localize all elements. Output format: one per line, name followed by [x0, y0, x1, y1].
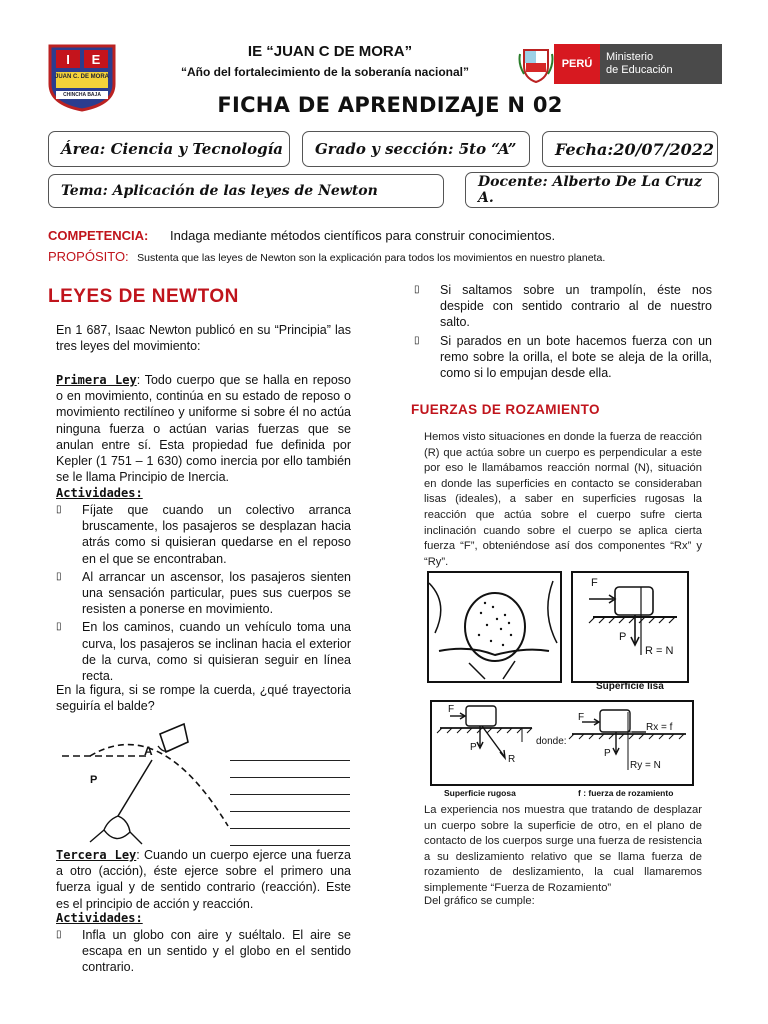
ministry-line-2: de Educación — [606, 64, 673, 76]
bullet-icon: ▯ — [414, 334, 420, 346]
fig-label-f: F — [591, 577, 598, 589]
actividades-list-1 — [56, 502, 351, 684]
tercera-ley-text: : Cuando un cuerpo ejerce una fuerza a otro (acción), éste ejerce sobre el primero una fuerza igual y de sentido contrario (reacción). Este es el principio de acción y reacción. — [56, 848, 351, 911]
bullet-icon: ▯ — [56, 929, 62, 940]
fecha-box — [542, 131, 718, 167]
grado-text: Grado y sección: 5to “A” — [315, 140, 517, 158]
competencia-text: Indaga mediante métodos científicos para construir conocimientos. — [170, 228, 556, 243]
bullet-icon: ▯ — [56, 504, 62, 515]
fig2-label-f-right: F — [578, 712, 585, 723]
fig2-label-rxf: Rx = f — [646, 722, 673, 733]
rough-surface-caption: Superficie rugosa — [444, 788, 516, 798]
school-logo — [46, 44, 118, 112]
list-item: ▯ En los caminos, cuando un vehículo toma una curva, los pasajeros se inclinan hacia el exterior de la curva, como si quisieran seguir en línea recta. — [56, 620, 351, 684]
proposito-row — [48, 248, 738, 266]
smooth-surface-diagram — [571, 571, 689, 683]
page-title: FICHA DE APRENDIZAJE N 02 — [217, 93, 563, 117]
primera-ley-label: Primera Ley — [56, 373, 137, 387]
figure-label-a: A — [144, 744, 153, 758]
list-item: ▯ Fíjate que cuando un colectivo arranca bruscamente, los pasajeros se desplazan hacia atrás como si quisieran quedarse en el reposo en el que se encontraban. — [56, 503, 351, 566]
bullet-icon: ▯ — [56, 570, 62, 582]
friction-caption: f : fuerza de rozamiento — [578, 788, 674, 798]
primera-ley-paragraph — [56, 372, 351, 485]
answer-line[interactable] — [230, 829, 350, 846]
ministry-badge — [600, 44, 722, 84]
primera-ley-text: : Todo cuerpo que se halla en reposo o en movimiento, continúa en su estado de reposo o movimiento rectilíneo y uniforme si sobre él no actúa ninguna fuerza o actúan varias fuerzas que se anulan entre sí. Esta propiedad fue definida por Kepler (1 751 – 1 630) como inercia por ello también se le llama Principio de Inercia. — [56, 373, 351, 485]
answer-line[interactable] — [230, 795, 350, 812]
fig2-label-f: F — [448, 704, 455, 715]
logo-place: CHINCHA BAJA — [63, 92, 101, 98]
logo-letter-e: E — [91, 52, 101, 67]
bullet-icon: ▯ — [56, 621, 62, 633]
fig-label-p: P — [619, 631, 627, 643]
figure-label-p: P — [90, 774, 98, 786]
year-motto: “Año del fortalecimiento de la soberanía nacional” — [180, 65, 470, 79]
rozamiento-heading: FUERZAS DE ROZAMIENTO — [411, 402, 600, 417]
actividades-heading-1: Actividades: — [56, 486, 143, 500]
right-bullet-list — [414, 282, 712, 381]
peru-badge: PERÚ — [554, 44, 600, 84]
bucket-figure — [60, 720, 230, 846]
list-item: ▯ Si saltamos sobre un trampolín, éste nos despide con sentido contrario al de nuestro salto. — [414, 283, 712, 330]
peru-shield-icon — [518, 44, 554, 84]
grado-box — [302, 131, 530, 167]
fig2-label-donde: donde: — [536, 736, 567, 747]
answer-line[interactable] — [230, 812, 350, 829]
school-name: IE “JUAN C DE MORA” — [247, 43, 413, 60]
ministry-logo — [518, 44, 722, 84]
area-box — [48, 131, 290, 167]
smooth-surface-caption: Superficie lisa — [596, 681, 664, 692]
rough-surface-diagram — [430, 700, 694, 786]
rough-surface-photo — [427, 571, 562, 683]
logo-letter-i: I — [66, 52, 70, 67]
tercera-ley-label: Tercera Ley — [56, 848, 137, 862]
proposito-text: Sustenta que las leyes de Newton son la explicación para todos los movimientos en nuestro planeta. — [137, 252, 606, 264]
fig2-label-p-right: P — [604, 748, 611, 759]
docente-text: Docente: Alberto De La Cruz A. — [478, 174, 702, 206]
competencia-row — [48, 228, 728, 243]
area-text: Área: Ciencia y Tecnología — [61, 140, 283, 158]
answer-line[interactable] — [230, 778, 350, 795]
answer-lines[interactable] — [230, 744, 350, 846]
fecha-text: Fecha:20/07/2022 — [555, 139, 715, 159]
logo-school-name: JUAN C. DE MORA — [54, 74, 109, 80]
ministry-line-1: Ministerio — [606, 51, 654, 63]
tema-text: Tema: Aplicación de las leyes de Newton — [61, 183, 378, 199]
list-item: ▯ Si parados en un bote hacemos fuerza con un remo sobre la orilla, el bote se aleja de la orilla, como si lo empujan desde ella. — [414, 333, 712, 381]
proposito-label: PROPÓSITO: — [48, 249, 129, 264]
answer-line[interactable] — [230, 744, 350, 761]
rozamiento-paragraph-2: La experiencia nos muestra que tratando de desplazar un cuerpo sobre la superficie de otro, en el plano de contacto de los cuerpos surge una fuerza de resistencia a su deslizamiento relativo que se llama fuerza de rozamiento de deslizamiento, la cual llamaremos simplemente “Fuerza de Rozamiento” — [424, 804, 702, 894]
tema-box — [48, 174, 444, 208]
rozamiento-paragraph-3: Del gráfico se cumple: — [424, 895, 535, 907]
competencia-label: COMPETENCIA: — [48, 228, 149, 243]
answer-line[interactable] — [230, 761, 350, 778]
fig2-label-r: R — [508, 754, 516, 765]
leyes-heading: LEYES DE NEWTON — [48, 286, 239, 307]
list-item: ▯ Al arrancar un ascensor, los pasajeros sienten una sensación particular, pues sus cuerpos se resisten a ponerse en movimiento. — [56, 569, 351, 617]
rozamiento-paragraph-1: Hemos visto situaciones en donde la fuerza de reacción (R) que actúa sobre un cuerpo es perpendicular a este por eso le llamábamos reacción normal (N), situación en donde las superficies en contacto se consideraban lisas (ideales), a saber en superficies rugosas la reacción que actúa sobre el cuerpo sufre cierta inclinación cuando sobre el cuerpo se aplica cierta fuerza “F”, obteniéndose así dos componentes “Rx” y “Ry”. — [424, 431, 702, 568]
docente-box — [465, 172, 719, 208]
list-item: ▯ Infla un globo con aire y suéltalo. El aire se escapa en un sentido y el globo en el sentido contrario. — [56, 928, 351, 975]
intro-paragraph: En 1 687, Isaac Newton publicó en su “Principia” las tres leyes del movimiento: — [56, 323, 351, 354]
question-paragraph: En la figura, si se rompe la cuerda, ¿qué trayectoria seguiría el balde? — [56, 683, 351, 714]
fig2-label-p: P — [470, 742, 477, 753]
fig-label-rn: R = N — [645, 645, 674, 657]
bullet-icon: ▯ — [414, 284, 420, 295]
fig2-label-ryn: Ry = N — [630, 760, 661, 771]
tercera-ley-paragraph — [56, 847, 351, 912]
actividades-heading-2: Actividades: — [56, 911, 143, 925]
actividades-list-2 — [56, 927, 351, 976]
